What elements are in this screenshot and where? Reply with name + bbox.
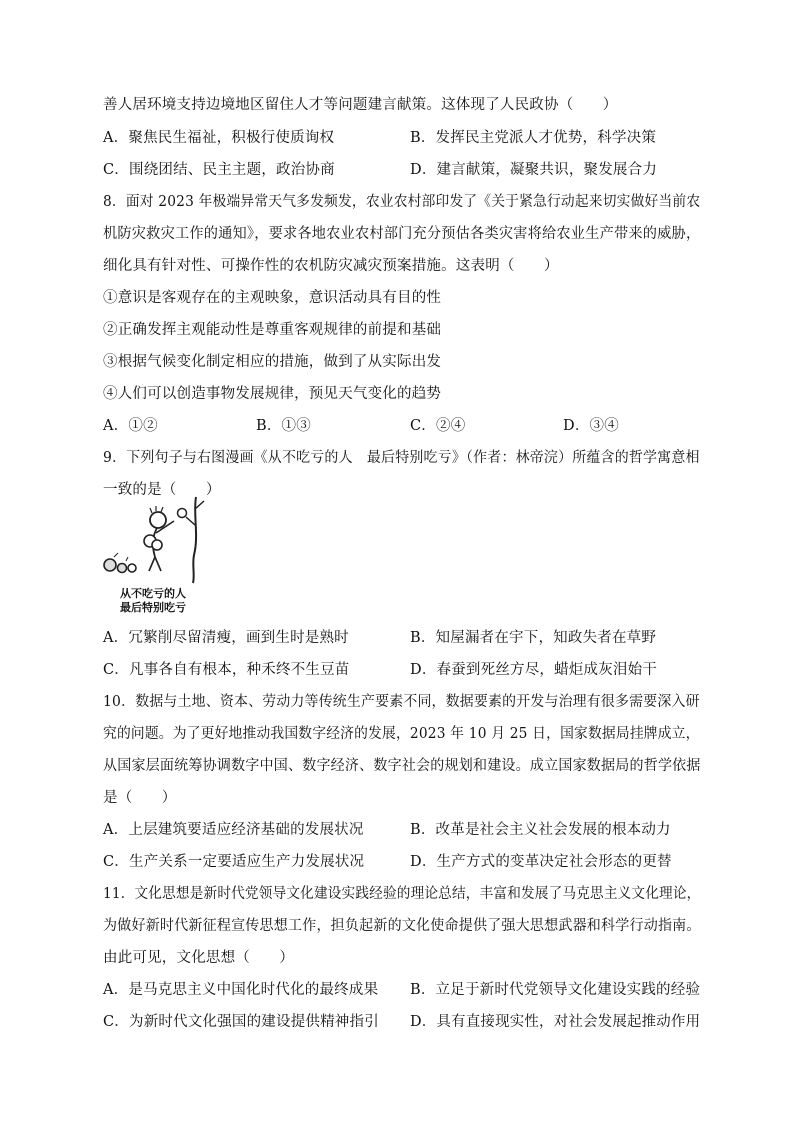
q8-option-c[interactable]: C．②④: [410, 418, 466, 434]
q9-stem-line-2: 一致的是（ ）: [103, 482, 221, 498]
q10-stem-line-1: 10．数据与土地、资本、劳动力等传统生产要素不同，数据要素的开发与治理有很多需要深入研: [103, 694, 700, 710]
q9-stem-line-1: 9．下列句子与右图漫画《从不吃亏的人 最后特别吃亏》（作者：林帝浣）所蕴含的哲学寓意相: [103, 450, 700, 466]
q8-statement-3: ③根据气候变化制定相应的措施，做到了从实际出发: [103, 354, 442, 370]
q7-stem-tail: 善人居环境支持边境地区留住人才等问题建言献策。这体现了人民政协（ ）: [103, 97, 618, 113]
q8-statement-2: ②正确发挥主观能动性是尊重客观规律的前提和基础: [103, 322, 442, 338]
q10-option-d[interactable]: D．生产方式的变革决定社会形态的更替: [410, 854, 672, 870]
q11-stem-line-1: 11．文化思想是新时代党领导文化建设实践经验的理论总结，丰富和发展了马克思主义文化理论，: [103, 886, 701, 902]
q9-option-c[interactable]: C．凡事各自有根本，种禾终不生豆苗: [103, 662, 350, 678]
q11-option-c[interactable]: C．为新时代文化强国的建设提供精神指引: [103, 1014, 379, 1030]
q10-stem-line-2: 究的问题。为了更好地推动我国数字经济的发展，2023 年 10 月 25 日，国家数据局挂牌成立，: [103, 726, 700, 742]
q7-option-a[interactable]: A．聚焦民生福祉，积极行使质询权: [103, 130, 335, 146]
q7-option-c[interactable]: C．围绕团结、民主主题，政治协商: [103, 162, 335, 178]
q7-option-d[interactable]: D．建言献策，凝聚共识，聚发展合力: [410, 162, 658, 178]
q9-option-d[interactable]: D．春蚕到死丝方尽，蜡炬成灰泪始干: [410, 662, 658, 678]
q9-option-b[interactable]: B．知屋漏者在宇下，知政失者在草野: [410, 630, 657, 646]
q8-stem-line-1: 8．面对 2023 年极端异常天气多发频发，农业农村部印发了《关于紧急行动起来切实做好当前农: [103, 194, 701, 210]
q8-statement-4: ④人们可以创造事物发展规律，预见天气变化的趋势: [103, 386, 442, 402]
q8-stem-line-3: 细化具有针对性、可操作性的农机防灾减灾预案措施。这表明（ ）: [103, 258, 559, 274]
q8-stem-line-2: 机防灾救灾工作的通知》，要求各地农业农村部门充分预估各类灾害将给农业生产带来的威胁，: [103, 226, 701, 242]
q11-stem-line-3: 由此可见，文化思想（ ）: [103, 950, 295, 966]
q8-option-a[interactable]: A．①②: [103, 418, 158, 434]
cartoon-caption-line-1: 从不吃亏的人: [120, 587, 186, 600]
q8-option-b[interactable]: B．①③: [256, 418, 311, 434]
q10-stem-line-3: 从国家层面统筹协调数字中国、数字经济、数字社会的规划和建设。成立国家数据局的哲学依据: [103, 758, 701, 774]
cartoon-drawing: [100, 495, 210, 585]
q7-option-b[interactable]: B．发挥民主党派人才优势，科学决策: [410, 130, 657, 146]
q11-option-a[interactable]: A．是马克思主义中国化时代化的最终成果: [103, 982, 379, 998]
q8-option-d[interactable]: D．③④: [563, 418, 619, 434]
q10-option-c[interactable]: C．生产关系一定要适应生产力发展状况: [103, 854, 365, 870]
q11-option-b[interactable]: B．立足于新时代党领导文化建设实践的经验: [410, 982, 701, 998]
cartoon-caption-line-2: 最后特别吃亏: [120, 601, 186, 614]
q8-statement-1: ①意识是客观存在的主观映象，意识活动具有目的性: [103, 290, 442, 306]
q10-stem-line-4: 是（ ）: [103, 790, 177, 806]
q10-option-a[interactable]: A．上层建筑要适应经济基础的发展状况: [103, 822, 364, 838]
q9-option-a[interactable]: A．冗繁削尽留清瘦，画到生时是熟时: [103, 630, 349, 646]
cartoon-illustration: [100, 495, 210, 615]
q11-stem-line-2: 为做好新时代新征程宣传思想工作，担负起新的文化使命提供了强大思想武器和科学行动指南。: [103, 918, 701, 934]
q10-option-b[interactable]: B．改革是社会主义社会发展的根本动力: [410, 822, 671, 838]
q11-option-d[interactable]: D．具有直接现实性，对社会发展起推动作用: [410, 1014, 701, 1030]
